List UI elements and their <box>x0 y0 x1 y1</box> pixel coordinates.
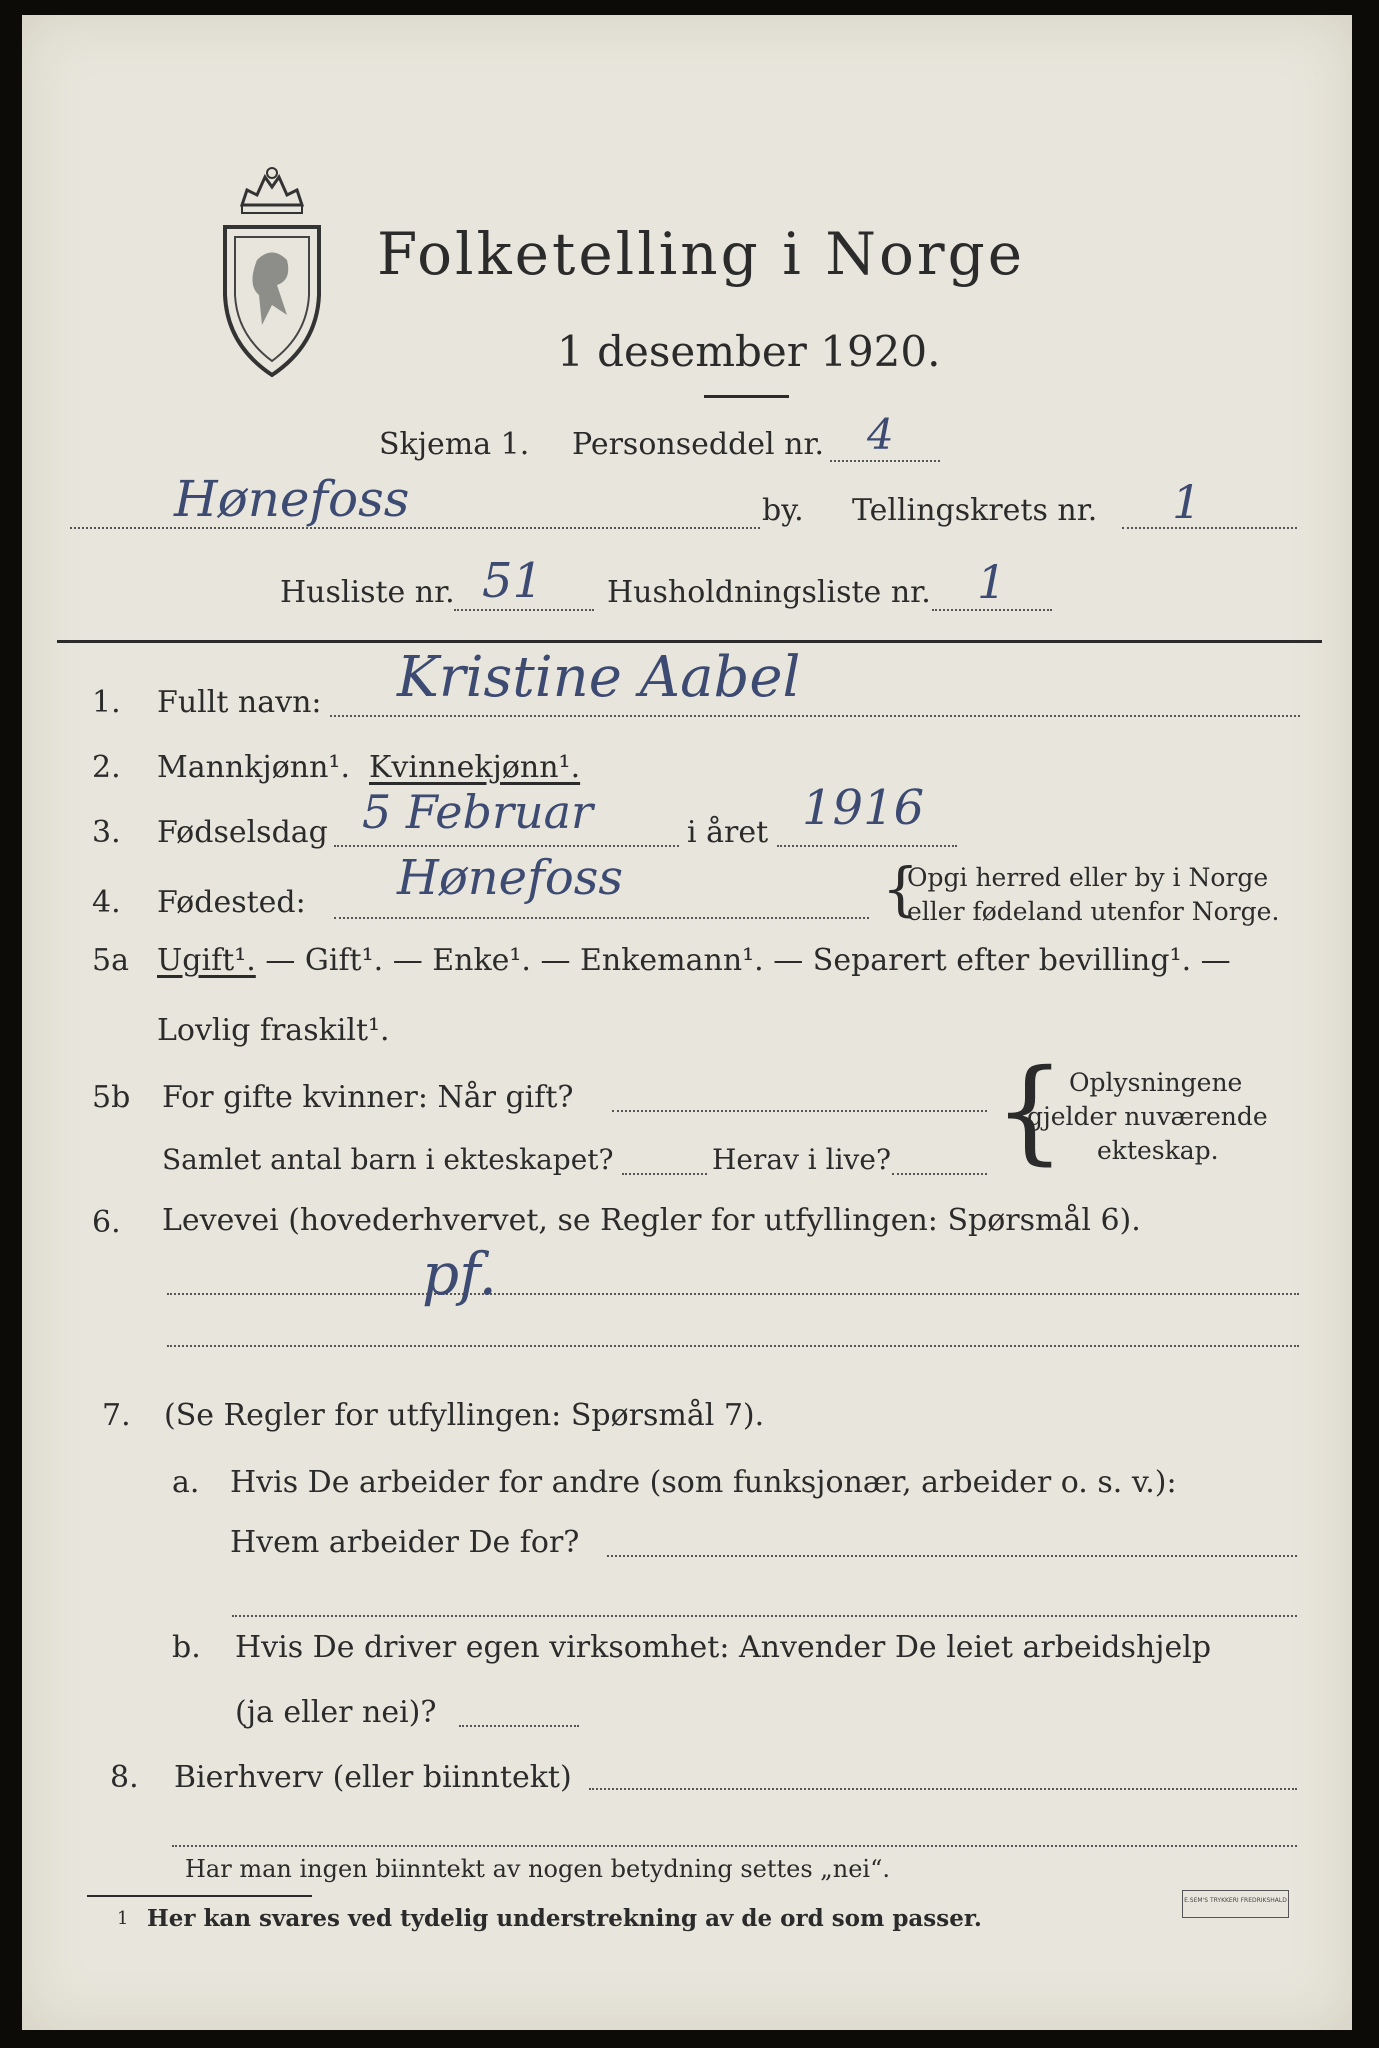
q1-label: Fullt navn: <box>157 685 322 720</box>
q3-year-label: i året <box>687 815 769 850</box>
q4-note-2: eller fødeland utenfor Norge. <box>907 897 1280 926</box>
q7b-label-2: (ja eller nei)? <box>235 1695 437 1730</box>
personseddel-value: 4 <box>867 410 894 459</box>
by-label: by. <box>762 493 804 528</box>
q5a-line1 <box>157 943 1231 978</box>
q2-mann: Mannkjønn¹. <box>157 750 350 785</box>
husliste-line <box>454 609 594 611</box>
q5a-line2: Lovlig fraskilt¹. <box>157 1013 390 1048</box>
q3-year-line <box>777 845 957 847</box>
q5b-note-3: ekteskap. <box>1097 1136 1219 1165</box>
q5a-ugift: Ugift¹. <box>157 943 256 978</box>
q7a-label-2: Hvem arbeider De for? <box>230 1525 580 1560</box>
census-form-sheet <box>22 15 1352 2030</box>
q4-note-1: Opgi herred eller by i Norge <box>907 863 1269 892</box>
q5b-brace: { <box>994 1046 1066 1176</box>
q3-value: 5 Februar <box>362 785 593 839</box>
footnote-text: Her kan svares ved tydelig understrekning av de ord som passer. <box>147 1905 982 1932</box>
title-divider <box>704 395 789 398</box>
q7a-line-2 <box>232 1615 1297 1617</box>
husholdning-value: 1 <box>977 555 1007 609</box>
census-date: 1 desember 1920. <box>557 327 941 376</box>
q4-brace: { <box>882 855 919 923</box>
q3-year-value: 1916 <box>802 780 925 836</box>
skjema-label: Skjema 1. <box>379 427 530 462</box>
q7b-label: Hvis De driver egen virksomhet: Anvender De leiet arbeidshjelp <box>235 1630 1212 1665</box>
q3-line <box>334 845 679 847</box>
q7-label: (Se Regler for utfyllingen: Spørsmål 7). <box>164 1398 765 1433</box>
tellingskrets-value: 1 <box>1172 475 1202 529</box>
footnote-number: 1 <box>117 1908 129 1929</box>
q2-number: 2. <box>92 750 121 785</box>
q7b-line <box>459 1725 579 1727</box>
q7a-label: Hvis De arbeider for andre (som funksjonær, arbeider o. s. v.): <box>230 1465 1177 1500</box>
q6-line-1 <box>167 1293 1299 1295</box>
q3-label: Fødselsdag <box>157 815 328 850</box>
q4-number: 4. <box>92 885 121 920</box>
husliste-value: 51 <box>482 553 544 609</box>
q5b-label-3: Herav i live? <box>712 1143 891 1176</box>
q7-number: 7. <box>102 1398 131 1433</box>
coat-of-arms-icon <box>217 165 327 380</box>
q5a-number: 5a <box>92 943 129 978</box>
q1-number: 1. <box>92 685 121 720</box>
header-divider <box>57 640 1322 643</box>
personseddel-label: Personseddel nr. <box>572 427 825 462</box>
q5b-number: 5b <box>92 1080 131 1115</box>
q7a-line-1 <box>607 1555 1297 1557</box>
q5b-label-1: For gifte kvinner: Når gift? <box>162 1080 574 1115</box>
q5b-label-2: Samlet antal barn i ekteskapet? <box>162 1143 614 1176</box>
footnote-divider <box>87 1895 312 1897</box>
q5b-when-line <box>612 1110 987 1112</box>
q8-line-1 <box>589 1788 1297 1790</box>
husholdning-label: Husholdningsliste nr. <box>607 575 931 610</box>
q8-note: Har man ingen biinntekt av nogen betydning settes „nei“. <box>185 1855 890 1883</box>
q3-number: 3. <box>92 815 121 850</box>
city-value: Hønefoss <box>174 470 410 528</box>
q1-value: Kristine Aabel <box>397 645 801 710</box>
q6-number: 6. <box>92 1205 121 1240</box>
q7b-number: b. <box>172 1630 201 1665</box>
q8-number: 8. <box>110 1760 139 1795</box>
husliste-label: Husliste nr. <box>280 575 455 610</box>
q6-line-2 <box>167 1345 1299 1347</box>
tellingskrets-label: Tellingskrets nr. <box>852 493 1098 528</box>
q5b-note-1: Oplysningene <box>1069 1068 1243 1097</box>
q6-label: Levevei (hovederhvervet, se Regler for utfyllingen: Spørsmål 6). <box>162 1203 1141 1238</box>
husholdning-line <box>932 609 1052 611</box>
q5b-children-line <box>622 1173 707 1175</box>
q7a-number: a. <box>172 1465 200 1500</box>
form-title: Folketelling i Norge <box>377 220 1026 288</box>
q5a-options: — Gift¹. — Enke¹. — Enkemann¹. — Separert efter bevilling¹. — <box>255 943 1231 978</box>
q4-line <box>334 917 869 919</box>
q4-label: Fødested: <box>157 885 306 920</box>
q2-kvinne: Kvinnekjønn¹. <box>369 750 581 785</box>
q4-value: Hønefoss <box>397 850 624 906</box>
q5b-alive-line <box>892 1173 987 1175</box>
personseddel-line <box>830 460 940 462</box>
q6-value: pf. <box>422 1240 497 1308</box>
q8-line-2 <box>172 1845 1297 1847</box>
q1-line <box>330 715 1300 717</box>
q5b-note-2: gjelder nuværende <box>1027 1102 1268 1131</box>
q8-label: Bierhverv (eller biinntekt) <box>174 1760 572 1795</box>
tellingskrets-line <box>1122 527 1297 529</box>
printer-stamp: E.SEM'S TRYKKERI FREDRIKSHALD <box>1182 1890 1289 1918</box>
